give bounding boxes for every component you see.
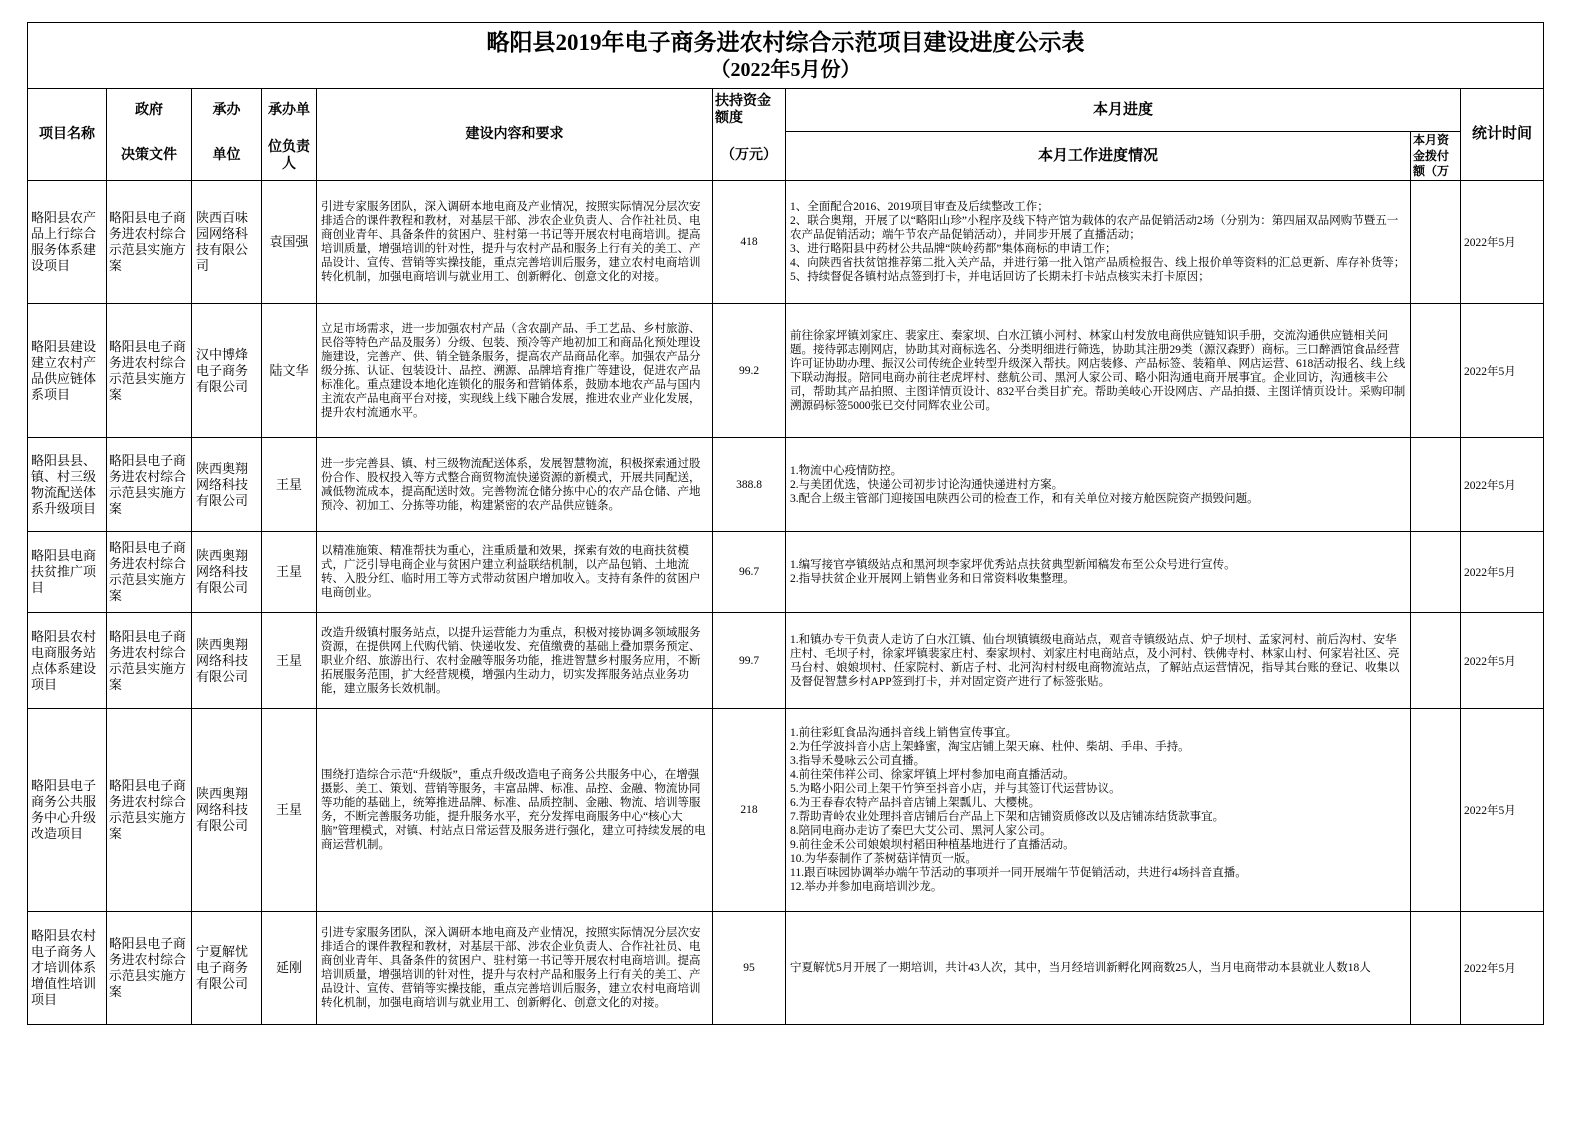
- progress-detail-cell: 前往徐家坪镇刘家庄、裴家庄、秦家坝、白水江镇小河村、林家山村发放电商供应链知识手册，交流沟通供应链相关问题。接待郭志刚网店，协助其对商标选名、分类明细进行筛选，协助其注册29类（源汉森野）商标。三口醉酒馆食品经营许可证协助办理、振汉公司传统企业转型升级深入帮扶。网店装修、产品标签、装箱单、网店运营、618活动报名、线上线下联动海报。陪同电商办前往老虎坪村、慈航公司、黑河人家公司、略小阳沟通电商开展事宜。企业回访，沟通核丰公司，帮助其产品拍照、主图详情页设计、832平台类目扩充。帮助美岐心开设网店、产品拍摄、主图详情页设计。采购印制溯源码标签5000张已交付同辉农业公司。: [786, 304, 1411, 438]
- table-row: [28, 181, 1544, 304]
- construction-content-cell: 以精准施策、精准帮扶为重心，注重质量和效果，探索有效的电商扶贫模式，广泛引导电商企业与贫困户建立利益联结机制，以产品包销、土地流转、入股分红、临时用工等方式带动贫困户增加收入。支持有条件的贫困户电商创业。: [317, 532, 713, 613]
- header-monthly-progress: 本月进度: [786, 89, 1461, 132]
- header-row-bottom: [28, 132, 1544, 181]
- progress-detail-cell: 1.编写接官亭镇级站点和黑河坝李家坪优秀站点扶贫典型新闻稿发布至公众号进行宣传。 2.指导扶贫企业开展网上销售业务和日常资料收集整理。: [786, 532, 1411, 613]
- construction-content-cell: 进一步完善县、镇、村三级物流配送体系，发展智慧物流，积极探索通过股份合作、股权投入等方式整合商贸物流快递资源的新模式，开展共同配送，减低物流成本，提高配送时效。完善物流仓储分拣中心的农产品仓储、产地预冷、初加工、分拣等功能，构建紧密的农产品供应链条。: [317, 438, 713, 532]
- header-gov-top: 政府: [107, 89, 192, 132]
- progress-detail-cell: 1.物流中心疫情防控。 2.与美团优选，快递公司初步讨论沟通快递进村方案。 3.配合上级主管部门迎接国电陕西公司的检查工作，和有关单位对接方舱医院资产损毁问题。: [786, 438, 1411, 532]
- organizer-cell: 汉中博烽电子商务有限公司: [192, 304, 262, 438]
- stat-time-cell: 2022年5月: [1461, 613, 1544, 709]
- header-person-top: 承办单: [262, 89, 317, 132]
- decision-document-cell: 略阳县电子商务进农村综合示范县实施方案: [107, 304, 192, 438]
- organizer-cell: 陕西奥翔网络科技有限公司: [192, 613, 262, 709]
- stat-time-cell: 2022年5月: [1461, 181, 1544, 304]
- allocated-amount-cell: [1411, 532, 1461, 613]
- table-row: [28, 613, 1544, 709]
- stat-time-cell: 2022年5月: [1461, 304, 1544, 438]
- organizer-cell: 陕西奥翔网络科技有限公司: [192, 709, 262, 912]
- project-name-cell: 略阳县县、镇、村三级物流配送体系升级项目: [28, 438, 107, 532]
- organizer-cell: 宁夏解忧电子商务有限公司: [192, 912, 262, 1025]
- person-in-charge-cell: 王星: [262, 709, 317, 912]
- construction-content-cell: 引进专家服务团队，深入调研本地电商及产业情况，按照实际情况分层次安排适合的课件教程和教材，对基层干部、涉农企业负责人、合作社社员、电商创业青年、具备条件的贫困户、驻村第一书记等开展农村电商培训。提高培训质量，增强培训的针对性，提升与农村产品和服务上行有关的美工、产品设计、宣传、营销等实操技能，重点完善培训后服务，建立农村电商培训转化机制，加强电商培训与就业用工、创新孵化、创意文化的对接。: [317, 181, 713, 304]
- funding-amount-cell: 99.2: [713, 304, 786, 438]
- organizer-cell: 陕西奥翔网络科技有限公司: [192, 438, 262, 532]
- progress-detail-cell: 1.和镇办专干负责人走访了白水江镇、仙台坝镇镇级电商站点，观音寺镇级站点、炉子坝村、孟家河村、前后沟村、安华庄村、毛坝子村，徐家坪镇裴家庄村、秦家坝村、刘家庄村电商站点，及小河村、铁佛寺村、林家山村、何家岩社区、亮马台村、娘娘坝村、任家院村、新店子村、北河沟村村级电商物流站点，了解站点运营情况，指导其台账的登记、收集以及督促智慧乡村APP签到打卡，并对固定资产进行了标签张贴。: [786, 613, 1411, 709]
- funding-amount-cell: 99.7: [713, 613, 786, 709]
- decision-document-cell: 略阳县电子商务进农村综合示范县实施方案: [107, 532, 192, 613]
- allocated-amount-cell: [1411, 438, 1461, 532]
- header-allocated-amount-label: 本月资金拨付额（万: [1413, 133, 1450, 178]
- title-cell: [28, 23, 1544, 89]
- header-person-bottom: 位负责人: [262, 132, 317, 181]
- person-in-charge-cell: 王星: [262, 532, 317, 613]
- table-row: [28, 304, 1544, 438]
- decision-document-cell: 略阳县电子商务进农村综合示范县实施方案: [107, 912, 192, 1025]
- funding-amount-cell: 218: [713, 709, 786, 912]
- project-name-cell: 略阳县电商扶贫推广项目: [28, 532, 107, 613]
- header-org-bottom: 单位: [192, 132, 262, 181]
- person-in-charge-cell: 王星: [262, 438, 317, 532]
- person-in-charge-cell: 陆文华: [262, 304, 317, 438]
- progress-detail-cell: 1、全面配合2016、2019项目审查及后续整改工作； 2、联合奥翔，开展了以“略阳山珍”小程序及线下特产馆为载体的农产品促销活动2场（分别为：第四届双品网购节暨五一农产品促销活动；端午节农产品促销活动），并同步开展了直播活动； 3、进行略阳县中药材公共品牌“陕岭药都”集体商标的申请工作； 4、向陕西省扶贫馆推荐第二批入关产品，并进行第一批入馆产品质检报告、线上报价单等资料的汇总更新、库存补货等； 5、持续督促各镇村站点签到打卡，并电话回访了长期未打卡站点核实未打卡原因；: [786, 181, 1411, 304]
- allocated-amount-cell: [1411, 613, 1461, 709]
- progress-detail-cell: 1.前往彩虹食品沟通抖音线上销售宣传事宜。 2.为任学波抖音小店上架蜂蜜，淘宝店铺上架天麻、杜仲、柴胡、手串、手持。 3.指导禾曼咏云公司直播。 4.前往荣伟祥公司、徐家坪镇上坪村参加电商直播活动。 5.为略小阳公司上架干竹笋至抖音小店，并与其签订代运营协议。 6.为王春春农特产品抖音店铺上架瓢儿、大樱桃。 7.帮助青岭农业处理抖音店铺后台产品上下架和店铺资质修改以及店铺冻结货款事宜。 8.陪同电商办走访了秦巴大艾公司、黑河人家公司。 9.前往金禾公司娘娘坝村稻田种植基地进行了直播活动。 10.为华泰制作了茶树菇详情页一版。 11.跟百味园协调举办端午节活动的事项并一同开展端午节促销活动，共进行4场抖音直播。 12.举办并参加电商培训沙龙。: [786, 709, 1411, 912]
- person-in-charge-cell: 王星: [262, 613, 317, 709]
- organizer-cell: 陕西奥翔网络科技有限公司: [192, 532, 262, 613]
- page-title: 略阳县2019年电子商务进农村综合示范项目建设进度公示表: [486, 29, 1085, 55]
- table-row: [28, 532, 1544, 613]
- project-name-cell: 略阳县农村电子商务人才培训体系增值性培训项目: [28, 912, 107, 1025]
- page-subtitle: （2022年5月份）: [710, 58, 861, 81]
- header-project-name: 项目名称: [28, 89, 107, 181]
- decision-document-cell: 略阳县电子商务进农村综合示范县实施方案: [107, 709, 192, 912]
- table-row: [28, 438, 1544, 532]
- project-name-cell: 略阳县农村电商服务站点体系建设项目: [28, 613, 107, 709]
- header-org-top: 承办: [192, 89, 262, 132]
- decision-document-cell: 略阳县电子商务进农村综合示范县实施方案: [107, 181, 192, 304]
- stat-time-cell: 2022年5月: [1461, 912, 1544, 1025]
- person-in-charge-cell: 袁国强: [262, 181, 317, 304]
- header-allocated-amount: [1411, 132, 1461, 181]
- funding-amount-cell: 95: [713, 912, 786, 1025]
- decision-document-cell: 略阳县电子商务进农村综合示范县实施方案: [107, 438, 192, 532]
- construction-content-cell: 引进专家服务团队，深入调研本地电商及产业情况，按照实际情况分层次安排适合的课件教程和教材，对基层干部、涉农企业负责人、合作社社员、电商创业青年、具备条件的贫困户、驻村第一书记等开展农村电商培训。提高培训质量，增强培训的针对性，提升与农村产品和服务上行有关的美工、产品设计、宣传、营销等实操技能，重点完善培训后服务，建立农村电商培训转化机制，加强电商培训与就业用工、创新孵化、创意文化的对接。: [317, 912, 713, 1025]
- header-fund-bottom: （万元）: [713, 132, 786, 181]
- decision-document-cell: 略阳县电子商务进农村综合示范县实施方案: [107, 613, 192, 709]
- construction-content-cell: 改造升级镇村服务站点，以提升运营能力为重点，积极对接协调多领域服务资源，在提供网上代购代销、快递收发、充值缴费的基础上叠加票务预定、职业介绍、旅游出行、农村金融等服务功能，推进智慧乡村服务应用，不断拓展服务范围，扩大经营规模，增强内生动力，切实发挥服务站点业务功能，建立服务长效机制。: [317, 613, 713, 709]
- header-gov-bottom: 决策文件: [107, 132, 192, 181]
- stat-time-cell: 2022年5月: [1461, 709, 1544, 912]
- allocated-amount-cell: [1411, 709, 1461, 912]
- stat-time-cell: 2022年5月: [1461, 438, 1544, 532]
- stat-time-cell: 2022年5月: [1461, 532, 1544, 613]
- funding-amount-cell: 388.8: [713, 438, 786, 532]
- allocated-amount-cell: [1411, 912, 1461, 1025]
- funding-amount-cell: 96.7: [713, 532, 786, 613]
- allocated-amount-cell: [1411, 304, 1461, 438]
- construction-content-cell: 立足市场需求，进一步加强农村产品（含农副产品、手工艺品、乡村旅游、民俗等特色产品及服务）分级、包装、预冷等产地初加工和商品化预处理设施建设，完善产、供、销全链条服务，提高农产品商品化率。加强农产品分级分拣、认证、包装设计、品控、溯源、品牌培育推广等建设，促进农产品标准化。重点建设本地化连锁化的服务和营销体系，鼓励本地农产品与国内主流农产品电商平台对接，实现线上线下融合发展，推进农业产业化发展，提升农村流通水平。: [317, 304, 713, 438]
- project-name-cell: 略阳县电子商务公共服务中心升级改造项目: [28, 709, 107, 912]
- title-row: [28, 23, 1544, 89]
- project-name-cell: 略阳县建设建立农村产品供应链体系项目: [28, 304, 107, 438]
- header-row-top: [28, 89, 1544, 132]
- header-content: 建设内容和要求: [317, 89, 713, 181]
- header-fund-top: 扶持资金额度: [713, 89, 786, 132]
- project-name-cell: 略阳县农产品上行综合服务体系建设项目: [28, 181, 107, 304]
- table-row: [28, 912, 1544, 1025]
- header-stat-time: 统计时间: [1461, 89, 1544, 181]
- progress-detail-cell: 宁夏解忧5月开展了一期培训，共计43人次，其中，当月经培训新孵化网商数25人，当月电商带动本县就业人数18人: [786, 912, 1411, 1025]
- header-progress-detail: 本月工作进度情况: [786, 132, 1411, 181]
- funding-amount-cell: 418: [713, 181, 786, 304]
- organizer-cell: 陕西百味园网络科技有限公司: [192, 181, 262, 304]
- allocated-amount-cell: [1411, 181, 1461, 304]
- person-in-charge-cell: 延刚: [262, 912, 317, 1025]
- progress-report-table: [27, 22, 1544, 1025]
- table-row: [28, 709, 1544, 912]
- construction-content-cell: 围绕打造综合示范“升级版”，重点升级改造电子商务公共服务中心，在增强摄影、美工、策划、营销等服务，丰富品牌、标准、品控、金融、物流协同等功能的基础上，统筹推进品牌、标准、品质控制、金融、物流、培训等服务，不断完善服务功能，提升服务水平，充分发挥电商服务中心“核心大脑”管理模式，对镇、村站点日常运营及服务进行强化，建立可持续发展的电商运营机制。: [317, 709, 713, 912]
